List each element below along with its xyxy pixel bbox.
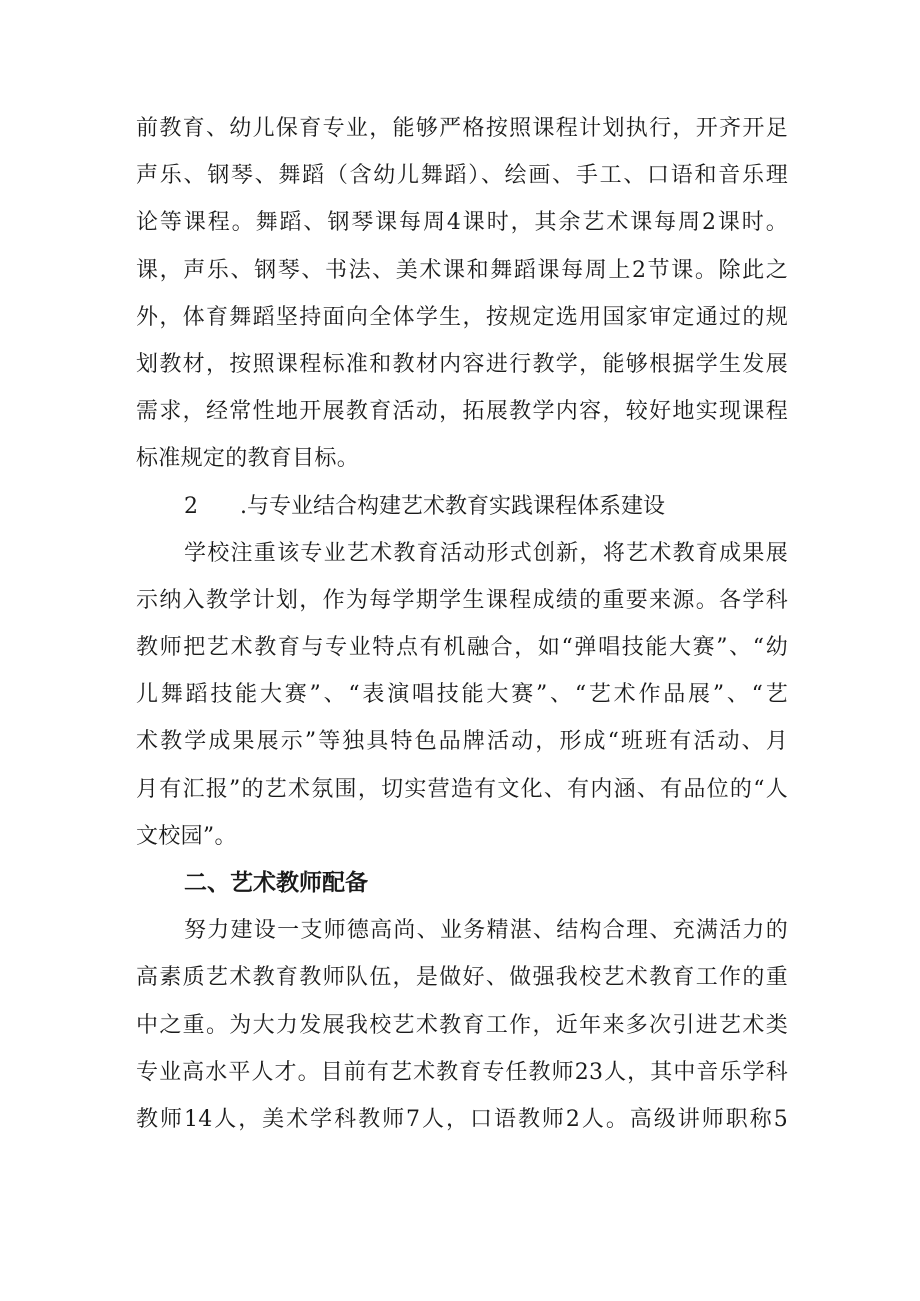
text-line: 教师14人，美术学科教师7人，口语教师2人。高级讲师职称5 [136, 1106, 788, 1132]
subheading-text: .与专业结合构建艺术教育实践课程体系建设 [240, 493, 665, 519]
subheading-practice-system [136, 483, 788, 530]
section-heading-teachers: 二、艺术教师配备 [184, 870, 368, 896]
text-line: 标准规定的教育目标。 [136, 446, 360, 472]
text-line: 儿舞蹈技能大赛”、“表演唱技能大赛”、“艺术作品展”、“艺 [136, 682, 788, 708]
text-line: 月有汇报”的艺术氛围，切实营造有文化、有内涵、有品位的“人 [136, 776, 788, 802]
document-page [136, 105, 788, 1143]
text-line: 论等课程。舞蹈、钢琴课每周4课时，其余艺术课每周2课时。 [136, 210, 788, 236]
subheading-number: 2 [184, 493, 198, 519]
text-line: 高素质艺术教育教师队伍，是做好、做强我校艺术教育工作的重 [136, 965, 788, 991]
text-line: 前教育、幼儿保育专业，能够严格按照课程计划执行，开齐开足 [136, 116, 788, 141]
text-line: 课，声乐、钢琴、书法、美术课和舞蹈课每周上2节课。除此之 [136, 257, 788, 283]
text-line: 努力建设一支师德高尚、业务精湛、结构合理、充满活力的 [184, 918, 788, 944]
text-line: 示纳入教学计划，作为每学期学生课程成绩的重要来源。各学科 [136, 587, 788, 613]
text-line: 中之重。为大力发展我校艺术教育工作，近年来多次引进艺术类 [136, 1012, 788, 1038]
text-line: 学校注重该专业艺术教育活动形式创新，将艺术教育成果展 [184, 540, 788, 566]
text-line: 外，体育舞蹈坚持面向全体学生，按规定选用国家审定通过的规 [136, 304, 788, 330]
paragraph-art-activities [136, 530, 788, 860]
paragraph-teacher-staffing [136, 907, 788, 1143]
text-line: 声乐、钢琴、舞蹈（含幼儿舞蹈）、绘画、手工、口语和音乐理 [136, 163, 788, 189]
paragraph-curriculum [136, 105, 788, 483]
text-line: 专业高水平人才。目前有艺术教育专任教师23人，其中音乐学科 [136, 1059, 788, 1085]
text-line: 术教学成果展示”等独具特色品牌活动，形成“班班有活动、月 [136, 729, 788, 755]
text-line: 需求，经常性地开展教育活动，拓展教学内容，较好地实现课程 [136, 399, 788, 425]
text-line: 划教材，按照课程标准和教材内容进行教学，能够根据学生发展 [136, 351, 788, 377]
text-line: 文校园”。 [136, 823, 237, 849]
text-line: 教师把艺术教育与专业特点有机融合，如“弹唱技能大赛”、“幼 [136, 635, 788, 661]
